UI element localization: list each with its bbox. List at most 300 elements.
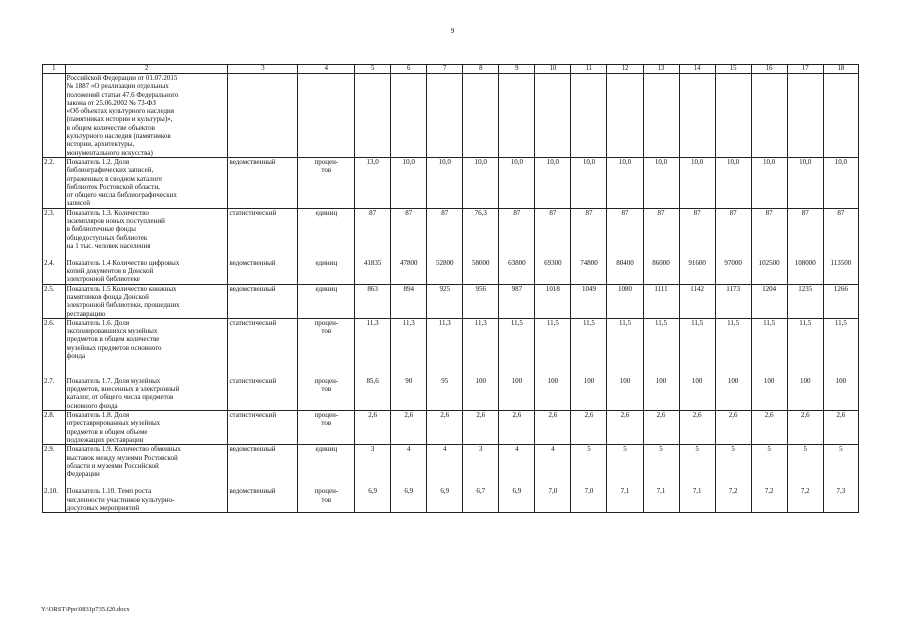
indicator-value: 69300 xyxy=(544,258,562,267)
indicator-name-line: на 1 тыс. человек населения xyxy=(66,241,151,250)
indicator-name-line: Показатель 1.9. Количество обменных xyxy=(66,445,181,454)
indicator-value: 11,5 xyxy=(618,318,631,327)
sub-row-block xyxy=(392,285,425,293)
row-number: 2.3. xyxy=(44,208,55,217)
indicator-value: 11,3 xyxy=(474,318,487,327)
indicator-name-line: электронной библиотеке xyxy=(66,275,140,284)
sub-row-block xyxy=(608,158,641,166)
sub-row-block xyxy=(681,487,714,495)
indicator-name-line: области и музеями Российской xyxy=(66,461,159,470)
indicator-value: 6,9 xyxy=(440,487,450,496)
column-header-7: 7 xyxy=(427,65,463,74)
sub-row-block xyxy=(645,377,678,385)
sub-row-block xyxy=(356,377,389,385)
value-cell xyxy=(463,284,499,318)
sub-row-block xyxy=(789,319,822,377)
value-cell xyxy=(571,208,607,284)
value-cell xyxy=(535,157,571,208)
sub-row-block xyxy=(536,445,569,487)
sub-row-block xyxy=(356,319,389,377)
row-number-cell xyxy=(43,318,66,410)
unit-line: процен- xyxy=(314,411,339,420)
indicator-name-line: в общем количестве объектов xyxy=(66,123,155,132)
column-header-8: 8 xyxy=(463,65,499,74)
indicator-value: 108000 xyxy=(794,258,816,267)
indicator-name-line: Показатель 1.7. Доля музейных xyxy=(66,376,161,385)
value-cell xyxy=(643,411,679,445)
sub-row-block xyxy=(229,259,296,267)
indicator-value: 2,6 xyxy=(728,411,738,420)
sub-row-block xyxy=(356,209,389,259)
sub-row-block xyxy=(753,319,786,377)
value-cell xyxy=(499,411,535,445)
sub-row-block xyxy=(789,158,822,166)
data-source-cell xyxy=(228,284,298,318)
indicator-value: 52800 xyxy=(436,258,454,267)
value-cell xyxy=(391,411,427,445)
value-cell xyxy=(355,74,391,158)
value-cell xyxy=(751,208,787,284)
table-row xyxy=(43,157,859,208)
value-cell xyxy=(607,318,643,410)
sub-row-block xyxy=(753,487,786,495)
sub-row-block xyxy=(464,259,497,267)
row-number-cell xyxy=(43,284,66,318)
indicator-name-line: библиографических записей, xyxy=(66,166,154,175)
indicator-value: 3 xyxy=(370,445,375,454)
sub-row-block xyxy=(645,158,678,166)
sub-row-block xyxy=(572,285,605,293)
sub-row-block xyxy=(229,158,296,166)
sub-row-block xyxy=(464,158,497,166)
value-cell xyxy=(787,318,823,410)
column-header-2: 2 xyxy=(65,65,228,74)
unit-cell xyxy=(298,157,355,208)
sub-row-block xyxy=(789,445,822,487)
value-cell xyxy=(571,157,607,208)
indicator-value: 100 xyxy=(763,376,775,385)
row-number: 2.8. xyxy=(44,411,55,420)
indicator-value: 7,1 xyxy=(620,487,630,496)
sub-row-block xyxy=(536,487,569,495)
column-header-17: 17 xyxy=(787,65,823,74)
indicator-name-line: библиотек Ростовской области, xyxy=(66,182,160,191)
indicator-name-line: памятников фонда Донской xyxy=(66,292,149,301)
sub-row-block xyxy=(428,158,461,166)
indicator-value: 11,5 xyxy=(582,318,595,327)
indicator-name-line: в библиотечные фонды xyxy=(66,225,136,234)
sub-row-block xyxy=(681,319,714,377)
table-row xyxy=(43,284,859,318)
indicator-value: 10,0 xyxy=(438,157,451,166)
column-header-6: 6 xyxy=(391,65,427,74)
indicator-value: 58000 xyxy=(472,258,490,267)
sub-row-block xyxy=(500,285,533,293)
table-row xyxy=(43,208,859,284)
sub-row-block xyxy=(572,209,605,259)
indicator-value: 4 xyxy=(551,445,555,454)
indicator-value: 85,6 xyxy=(366,376,379,385)
sub-row-block xyxy=(645,259,678,267)
indicator-value: 11,5 xyxy=(691,318,704,327)
indicator-value: 4 xyxy=(406,445,411,454)
sub-row-block xyxy=(536,377,569,385)
indicator-value: 2,6 xyxy=(800,411,810,420)
sub-row-block xyxy=(392,487,425,495)
sub-row-block xyxy=(536,319,569,377)
indicator-name-line: Показатель 1.5 Количество книжных xyxy=(66,284,177,293)
indicator-name-line: копий документов в Донской xyxy=(66,267,154,276)
sub-row-block xyxy=(645,285,678,293)
value-cell xyxy=(607,74,643,158)
sub-row-block xyxy=(392,158,425,166)
sub-row-block xyxy=(356,158,389,166)
table-row xyxy=(43,318,859,410)
sub-row-block xyxy=(536,285,569,293)
indicator-value: 2,6 xyxy=(656,411,666,420)
indicator-value: 2,6 xyxy=(836,411,846,420)
value-cell xyxy=(787,411,823,445)
value-cell xyxy=(463,411,499,445)
sub-row-block xyxy=(44,259,64,267)
column-header-10: 10 xyxy=(535,65,571,74)
indicator-name-line: записей xyxy=(66,199,90,208)
data-source-cell xyxy=(228,208,298,284)
sub-row-block xyxy=(825,285,857,293)
value-cell xyxy=(715,208,751,284)
sub-row-block xyxy=(717,487,750,495)
indicator-value: 3 xyxy=(479,445,483,454)
indicator-name-cell xyxy=(65,74,228,158)
indicator-value: 76,3 xyxy=(474,208,487,217)
sub-row-block xyxy=(789,209,822,259)
unit-cell xyxy=(298,445,355,513)
indicator-value: 1204 xyxy=(762,284,777,293)
sub-row-block xyxy=(428,285,461,293)
indicator-value: 11,3 xyxy=(402,318,415,327)
indicator-name-line: отреставрированных музейных xyxy=(66,419,161,428)
data-source: ведомственный xyxy=(229,284,276,293)
value-cell xyxy=(499,445,535,513)
indicator-value: 4 xyxy=(443,445,447,454)
sub-row-block xyxy=(645,209,678,259)
sub-row-block xyxy=(67,158,227,208)
row-number: 2.10. xyxy=(44,487,58,496)
sub-row-block xyxy=(299,209,353,259)
indicator-name-line: экземпляров новых поступлений xyxy=(66,217,165,226)
indicator-value: 11,5 xyxy=(799,318,812,327)
value-cell xyxy=(535,318,571,410)
indicator-value: 10,0 xyxy=(727,157,740,166)
sub-row-block xyxy=(299,319,353,377)
sub-row-block xyxy=(825,487,857,495)
indicator-value: 87 xyxy=(405,208,413,217)
value-cell xyxy=(715,157,751,208)
value-cell xyxy=(499,157,535,208)
indicator-value: 2,6 xyxy=(548,411,558,420)
value-cell xyxy=(571,284,607,318)
sub-row-block xyxy=(464,209,497,259)
row-number: 2.7. xyxy=(44,376,55,385)
value-cell xyxy=(463,445,499,513)
indicator-value: 956 xyxy=(475,284,487,293)
data-source: ведомственный xyxy=(229,445,276,454)
sub-row-block xyxy=(753,411,786,419)
sub-row-block xyxy=(67,74,227,157)
indicator-value: 80400 xyxy=(616,258,634,267)
indicator-name-line: каталог, от общего числа предметов xyxy=(66,393,174,402)
value-cell xyxy=(643,318,679,410)
sub-row-block xyxy=(608,411,641,419)
indicator-value: 87 xyxy=(693,208,701,217)
value-cell xyxy=(823,208,858,284)
indicator-value: 100 xyxy=(835,376,847,385)
sub-row-block xyxy=(464,377,497,385)
indicator-value: 10,0 xyxy=(402,157,415,166)
indicator-value: 100 xyxy=(799,376,811,385)
sub-row-block xyxy=(299,377,353,394)
indicator-value: 7,2 xyxy=(764,487,774,496)
indicator-value: 11,5 xyxy=(727,318,740,327)
table-row xyxy=(43,445,859,513)
indicator-name-cell xyxy=(65,445,228,513)
sub-row-block xyxy=(299,285,353,293)
sub-row-block xyxy=(825,445,857,487)
unit-line: тов xyxy=(321,419,332,428)
sub-row-block xyxy=(825,411,857,419)
value-cell xyxy=(679,445,715,513)
indicator-value: 5 xyxy=(803,445,807,454)
indicator-value: 2,6 xyxy=(368,411,378,420)
indicator-value: 87 xyxy=(729,208,737,217)
indicator-value: 87 xyxy=(441,208,449,217)
sub-row-block xyxy=(572,411,605,419)
value-cell xyxy=(607,411,643,445)
indicator-name-cell xyxy=(65,208,228,284)
indicator-value: 5 xyxy=(839,445,843,454)
value-cell xyxy=(355,284,391,318)
sub-row-block xyxy=(44,158,64,166)
indicator-name-line: фонда xyxy=(66,352,86,361)
sub-row-block xyxy=(717,158,750,166)
unit-line: тов xyxy=(321,166,332,175)
data-source: ведомственный xyxy=(229,157,276,166)
sub-row-block xyxy=(67,285,227,318)
data-source-cell xyxy=(228,411,298,445)
indicator-value: 47800 xyxy=(399,258,418,267)
data-source-cell xyxy=(228,157,298,208)
indicator-value: 1173 xyxy=(726,284,740,293)
sub-row-block xyxy=(825,158,857,166)
sub-row-block xyxy=(536,158,569,166)
indicator-name-line: предметов в общем объеме xyxy=(66,427,148,436)
sub-row-block xyxy=(428,487,461,495)
value-cell xyxy=(643,157,679,208)
indicator-value: 86000 xyxy=(652,258,670,267)
sub-row-block xyxy=(67,259,227,284)
data-source-cell xyxy=(228,318,298,410)
sub-row-block xyxy=(717,259,750,267)
sub-row-block xyxy=(428,259,461,267)
indicator-value: 11,5 xyxy=(655,318,668,327)
sub-row-block xyxy=(428,411,461,419)
indicator-value: 87 xyxy=(657,208,665,217)
value-cell xyxy=(463,318,499,410)
sub-row-block xyxy=(789,411,822,419)
indicator-value: 5 xyxy=(767,445,771,454)
value-cell xyxy=(787,208,823,284)
value-cell xyxy=(679,208,715,284)
unit-line: тов xyxy=(321,385,332,394)
sub-row-block xyxy=(500,487,533,495)
indicator-value: 87 xyxy=(513,208,521,217)
sub-row-block xyxy=(44,285,64,293)
indicator-name-line: истории, архитектуры, xyxy=(66,140,135,149)
sub-row-block xyxy=(753,209,786,259)
sub-row-block xyxy=(464,487,497,495)
value-cell xyxy=(355,157,391,208)
sub-row-block xyxy=(44,445,64,487)
indicator-value: 10,0 xyxy=(690,157,704,166)
indicator-value: 100 xyxy=(691,376,703,385)
value-cell xyxy=(607,445,643,513)
indicator-name-line: реставрацию xyxy=(66,309,106,318)
value-cell xyxy=(499,284,535,318)
indicator-value: 10,0 xyxy=(546,157,560,166)
indicator-name-line: предметов, внесенных в электронный xyxy=(66,385,180,394)
indicator-value: 1049 xyxy=(581,284,596,293)
value-cell xyxy=(571,411,607,445)
row-number-cell xyxy=(43,411,66,445)
sub-row-block xyxy=(608,487,641,495)
sub-row-block xyxy=(67,319,227,377)
value-cell xyxy=(715,411,751,445)
indicator-value: 97000 xyxy=(724,258,742,267)
value-cell xyxy=(751,74,787,158)
value-cell xyxy=(535,445,571,513)
sub-row-block xyxy=(500,377,533,385)
value-cell xyxy=(391,445,427,513)
indicator-value: 7,1 xyxy=(692,487,702,496)
indicator-value: 100 xyxy=(619,376,631,385)
sub-row-block xyxy=(67,487,227,512)
indicator-name-line: численности участников культурно- xyxy=(66,495,175,504)
indicator-value: 87 xyxy=(549,208,557,217)
value-cell xyxy=(391,208,427,284)
unit-cell xyxy=(298,208,355,284)
row-number-cell xyxy=(43,208,66,284)
indicator-value: 87 xyxy=(621,208,629,217)
sub-row-block xyxy=(44,377,64,385)
indicator-value: 100 xyxy=(475,376,487,385)
indicator-name-line: Показатель 1.3. Количество xyxy=(66,208,149,217)
unit-line: единиц xyxy=(315,208,338,217)
value-cell xyxy=(823,157,858,208)
indicator-name-line: закона от 25.06.2002 № 73-ФЗ xyxy=(66,98,156,107)
sub-row-block xyxy=(681,411,714,419)
unit-cell xyxy=(298,74,355,158)
sub-row-block xyxy=(500,209,533,259)
value-cell xyxy=(643,284,679,318)
sub-row-block xyxy=(500,259,533,267)
sub-row-block xyxy=(299,158,353,175)
unit-line: процен- xyxy=(314,157,339,166)
value-cell xyxy=(427,411,463,445)
indicator-value: 87 xyxy=(801,208,809,217)
data-source: ведомственный xyxy=(229,258,276,267)
data-source: статистический xyxy=(229,376,277,385)
indicator-name-line: Показатель 1.4 Количество цифровых xyxy=(66,258,180,267)
indicator-value: 7,2 xyxy=(728,487,738,496)
sub-row-block xyxy=(500,319,533,377)
indicator-value: 2,6 xyxy=(476,411,486,420)
indicator-value: 87 xyxy=(369,208,377,217)
sub-row-block xyxy=(825,377,857,385)
indicator-name-cell xyxy=(65,411,228,445)
value-cell xyxy=(643,208,679,284)
indicator-value: 4 xyxy=(515,445,519,454)
sub-row-block xyxy=(717,209,750,259)
indicator-value: 894 xyxy=(403,284,414,293)
value-cell xyxy=(391,318,427,410)
data-source: статистический xyxy=(229,411,277,420)
sub-row-block xyxy=(825,209,857,259)
sub-row-block xyxy=(753,259,786,267)
indicator-name-line: досуговых мероприятий xyxy=(66,503,140,512)
indicator-value: 987 xyxy=(511,284,523,293)
indicator-value: 5 xyxy=(587,445,591,454)
header-row xyxy=(43,65,859,74)
indicator-value: 10,0 xyxy=(510,157,523,166)
indicator-value: 7,3 xyxy=(836,487,846,496)
indicator-value: 11,5 xyxy=(510,318,523,327)
table-row xyxy=(43,74,859,158)
column-header-4: 4 xyxy=(298,65,355,74)
indicator-value: 87 xyxy=(585,208,593,217)
sub-row-block xyxy=(392,445,425,487)
value-cell xyxy=(823,445,858,513)
value-cell xyxy=(571,445,607,513)
sub-row-block xyxy=(825,319,857,377)
indicator-value: 2,6 xyxy=(620,411,630,420)
value-cell xyxy=(823,411,858,445)
value-cell xyxy=(787,74,823,158)
data-source: статистический xyxy=(229,208,277,217)
value-cell xyxy=(427,208,463,284)
unit-line: единиц xyxy=(315,258,338,267)
value-cell xyxy=(751,318,787,410)
data-source: статистический xyxy=(229,318,277,327)
value-cell xyxy=(787,445,823,513)
value-cell xyxy=(355,411,391,445)
indicator-name-cell xyxy=(65,284,228,318)
indicator-value: 2,6 xyxy=(440,411,450,420)
table-body xyxy=(43,74,859,513)
value-cell xyxy=(679,157,715,208)
indicator-name-line: культурного наследия (памятников xyxy=(66,132,171,141)
data-source-cell xyxy=(228,74,298,158)
unit-line: тов xyxy=(321,495,332,504)
sub-row-block xyxy=(645,487,678,495)
sub-row-block xyxy=(356,411,389,419)
indicator-value: 11,5 xyxy=(546,318,559,327)
indicator-name-line: Показатель 1.10. Темп роста xyxy=(66,487,152,496)
sub-row-block xyxy=(717,319,750,377)
indicator-value: 1235 xyxy=(798,284,813,293)
column-header-16: 16 xyxy=(751,65,787,74)
sub-row-block xyxy=(753,158,786,166)
column-header-5: 5 xyxy=(355,65,391,74)
